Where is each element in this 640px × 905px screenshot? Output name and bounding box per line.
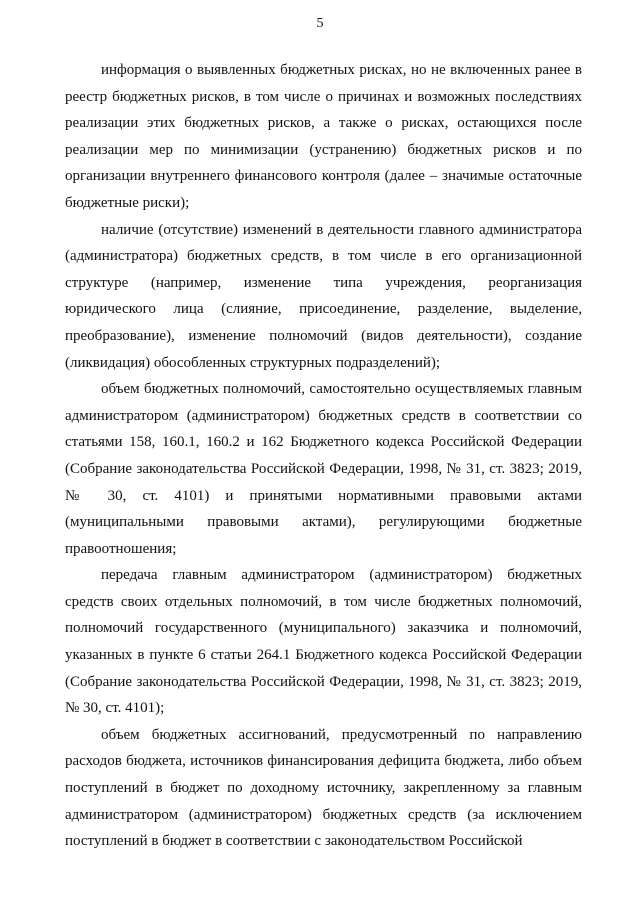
document-body: [65, 57, 582, 855]
page-number: 5: [316, 16, 324, 31]
paragraph-budget-powers-scope: объем бюджетных полномочий, самостоятельно осуществляемых главным администратором (администратором) бюджетных средств в соответствии со статьями 158, 160.1, 160.2 и 162 Бюджетного кодекса Российской Федерации (Собрание законодательства Российской Федерации, 1998, № 31, ст. 3823; 2019, № 30, ст. 4101) и принятыми нормативными правовыми актами (муниципальными правовыми актами), регулирующими бюджетные правоотношения;: [65, 381, 582, 557]
paragraph-budget-allocations-volume: объем бюджетных ассигнований, предусмотренный по направлению расходов бюджета, источников финансирования дефицита бюджета, либо объем поступлений в бюджет по доходному источнику, закрепленному за главным администратором (администратором) бюджетных средств (за исключением поступлений в бюджет в соответствии с законодательством Российской: [65, 726, 582, 850]
paragraph-organizational-changes: наличие (отсутствие) изменений в деятельности главного администратора (администратора) бюджетных средств, в том числе в его организационной структуре (например, изменение типа учреждения, реорганизация юридического лица (слияние, присоединение, разделение, выделение, преобразование), изменение полномочий (видов деятельности), создание (ликвидация) обособленных структурных подразделений);: [65, 221, 582, 371]
paragraph-transfer-of-powers: передача главным администратором (администратором) бюджетных средств своих отдельных полномочий, в том числе бюджетных полномочий, полномочий государственного (муниципального) заказчика и полномочий, указанных в пункте 6 статьи 264.1 Бюджетного кодекса Российской Федерации (Собрание законодательства Российской Федерации, 1998, № 31, ст. 3823; 2019, № 30, ст. 4101);: [65, 567, 582, 717]
paragraph-significant-residual-risks: информация о выявленных бюджетных рисках, но не включенных ранее в реестр бюджетных рисков, в том числе о причинах и возможных последствиях реализации этих бюджетных рисков, а также о рисках, остающихся после реализации мер по минимизации (устранению) бюджетных рисков и по организации внутреннего финансового контроля (далее – значимые остаточные бюджетные риски);: [65, 62, 582, 211]
